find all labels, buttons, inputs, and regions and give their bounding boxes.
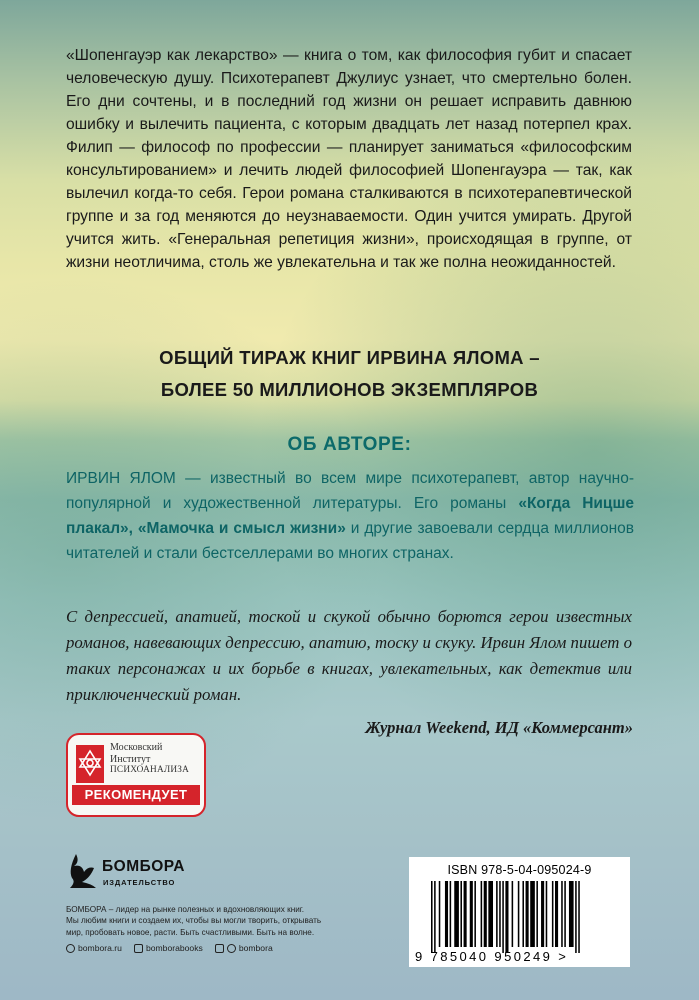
barcode-bar (505, 881, 508, 953)
barcode-bar (481, 881, 483, 947)
barcode-bar (541, 881, 544, 947)
social-vk-label: bomborabooks (145, 943, 203, 953)
about-author-outro: и другие завоевали сердца миллионов читателей и стали бестселлерами во многих странах. (66, 520, 634, 562)
recommends-label: РЕКОМЕНДУЕТ (72, 785, 200, 805)
barcode-bar (530, 881, 535, 947)
circulation-line-1: ОБЩИЙ ТИРАЖ КНИГ ИРВИНА ЯЛОМА – (159, 347, 540, 368)
review-quote: С депрессией, апатией, тоской и скукой обычно борются герои известных романов, навевающих депрессию, апатию, тоску и скуку. Ирвин Ялом пишет о таких персонажах и их борьбе в книгах, увлекательных, как детектив или приключенческий роман. (66, 607, 632, 704)
barcode-bar (496, 881, 498, 947)
synopsis-text: «Шопенгауэр как лекарство» — книга о том, как философия губит и спасает человеческую душу. Психотерапевт Джулиус узнает, что смертельно болен. Его дни сочтены, и в последний год жизни он решает исправить давнюю ошибку и вылечить пациента, с которым двадцать лет назад потерпел крах. Филип — философ по профессии — планирует заниматься «философским консультированием» и лечить людей философией Шопенгауэра — так, как вылечил когда-то себя. Герои романа сталкиваются в психотерапевтической группе и за год меняются до неузнаваемости. Один учится умирать. Другой учится жить. «Генеральная репетиция жизни», происходящая в группе, от жизни неотличима, столь же увлекательна и так же полна неожиданностей. (66, 47, 632, 271)
barcode-bar (526, 881, 529, 947)
barcode-bar (499, 881, 501, 947)
barcode-bar (488, 881, 493, 947)
social-website[interactable] (66, 943, 122, 953)
barcode-bar (552, 881, 554, 947)
barcode-bar (460, 881, 462, 947)
about-author-intro: ИРВИН ЯЛОМ — известный во всем мире психотерапевт, автор научно-популярной и художественной литературы. Его романы (66, 470, 634, 512)
barcode-bar (431, 881, 433, 953)
barcode-bar (454, 881, 459, 947)
barcode-bar (555, 881, 558, 947)
barcode-bar (484, 881, 487, 947)
publisher-name: БОМБОРА (102, 858, 185, 875)
social-bombora-label: bombora (238, 943, 273, 953)
barcode-bar (434, 881, 436, 953)
barcode-bar (522, 881, 524, 947)
barcode-bar (464, 881, 467, 947)
social-website-label: bombora.ru (78, 943, 122, 953)
publisher-desc-line-1: БОМБОРА – лидер на рынке полезных и вдохновляющих книг. (66, 905, 305, 914)
publisher-socials (66, 943, 273, 953)
publisher-desc-line-3: мир, пробовать новое, расти. Быть счастливыми. Быть на волне. (66, 927, 315, 937)
publisher-subtitle: ИЗДАТЕЛЬСТВО (103, 878, 176, 887)
barcode-bar (512, 881, 514, 947)
about-author-books: «Когда Ницше плакал», «Мамочка и смысл жизни» (66, 495, 634, 537)
vk-icon (134, 944, 143, 953)
isbn-barcode (409, 857, 630, 967)
barcode-bar (536, 881, 538, 947)
barcode-bar (561, 881, 563, 947)
barcode-bar (445, 881, 448, 947)
barcode-bar (546, 881, 548, 947)
isbn-number: ISBN 978-5-04-095024-9 (447, 863, 592, 877)
bombora-logo-icon (66, 852, 98, 890)
barcode-bar (518, 881, 520, 947)
institute-name-line-1: Московский (110, 742, 163, 753)
institute-logo-icon (74, 743, 106, 785)
barcode-bar (578, 881, 580, 953)
telegram-icon (227, 944, 236, 953)
globe-icon (66, 944, 75, 953)
barcode-bar (470, 881, 473, 947)
institute-name-line-2: Институт (110, 753, 151, 765)
institute-badge (66, 733, 206, 817)
barcode-bar (569, 881, 574, 947)
barcode-digits: 9 785040 950249 > (415, 949, 569, 964)
social-vk[interactable] (134, 943, 203, 953)
circulation-headline (40, 342, 659, 406)
barcode-bar (575, 881, 577, 953)
institute-name-line-3: ПСИХОАНАЛИЗА (110, 765, 190, 775)
barcode-bar (450, 881, 452, 947)
publisher-desc-line-2: Мы любим книги и создаем их, чтобы вы могли творить, открывать (66, 916, 322, 926)
about-author-heading: ОБ АВТОРЕ: (287, 434, 412, 455)
barcode-bar (439, 881, 441, 947)
publisher-logo (66, 852, 216, 894)
review-source: Журнал Weekend, ИД «Коммерсант» (365, 718, 633, 737)
institute-name (110, 742, 204, 777)
social-instagram-telegram[interactable] (215, 943, 273, 953)
instagram-icon (215, 944, 224, 953)
publisher-description (66, 904, 366, 938)
barcode-bar (564, 881, 566, 947)
barcode-bar (474, 881, 476, 947)
about-author-text (66, 466, 634, 566)
circulation-line-2: БОЛЕЕ 50 МИЛЛИОНОВ ЭКЗЕМПЛЯРОВ (160, 379, 539, 400)
barcode-bars (431, 881, 621, 953)
barcode-bar (502, 881, 504, 953)
